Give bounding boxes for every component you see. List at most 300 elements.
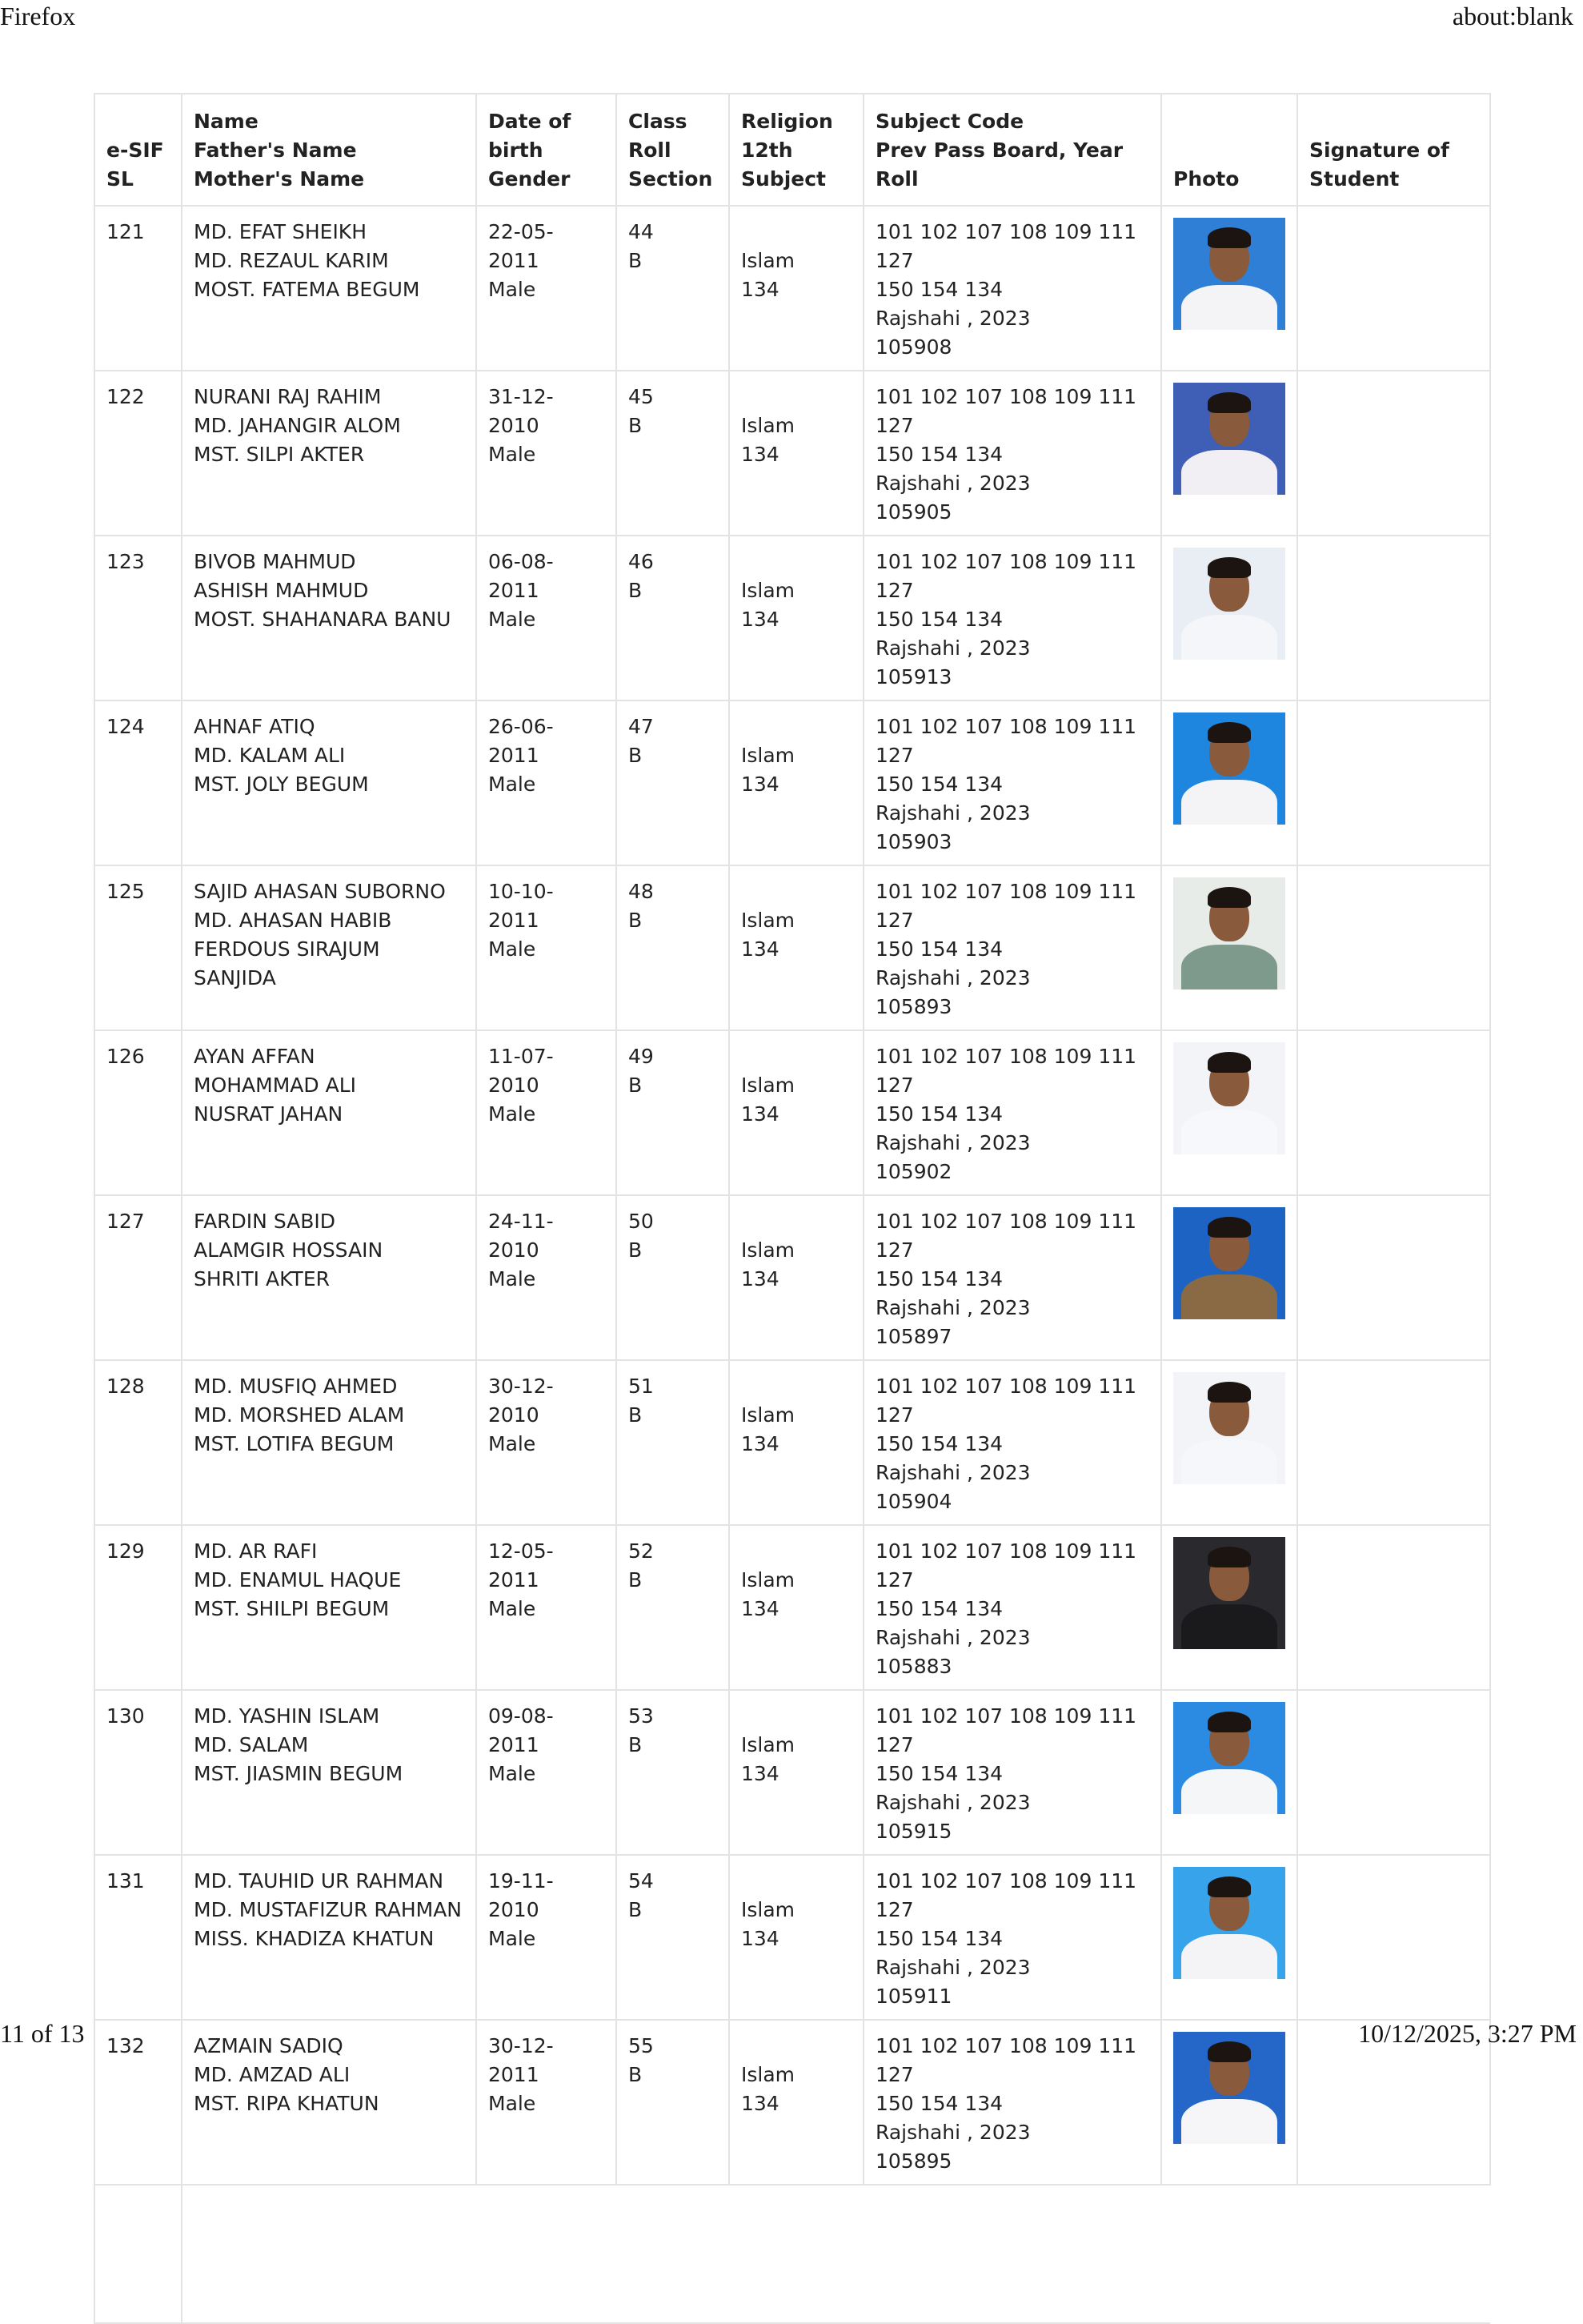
father-name: MOHAMMAD ALI bbox=[194, 1074, 356, 1097]
father-name: MD. AHASAN HABIB bbox=[194, 909, 392, 932]
cell-sl: 123 bbox=[94, 536, 182, 700]
religion: Islam bbox=[741, 1898, 796, 1921]
header-subject-code: Subject Code Prev Pass Board, Year Roll bbox=[864, 94, 1161, 206]
date-of-birth: 12-05-2011 bbox=[488, 1539, 554, 1591]
student-name: MD. EFAT SHEIKH bbox=[194, 220, 367, 243]
cell-sl: 129 bbox=[94, 1525, 182, 1690]
subject-codes-line2: 150 154 134 bbox=[876, 1597, 1004, 1620]
photo-hair bbox=[1208, 1712, 1251, 1732]
student-name: AZMAIN SADIQ bbox=[194, 2034, 343, 2057]
student-name: NURANI RAJ RAHIM bbox=[194, 385, 382, 408]
class-roll: 49 bbox=[628, 1045, 654, 1068]
prev-board-year: Rajshahi , 2023 bbox=[876, 2121, 1031, 2144]
photo-hair bbox=[1208, 392, 1251, 413]
subject-codes-line1: 101 102 107 108 109 111 127 bbox=[876, 385, 1137, 437]
prev-board-year: Rajshahi , 2023 bbox=[876, 1296, 1031, 1319]
cell-signature bbox=[1297, 1030, 1490, 1195]
photo-shirt bbox=[1181, 1439, 1277, 1484]
cell-photo bbox=[1161, 206, 1297, 371]
gender: Male bbox=[488, 1432, 536, 1455]
subject-codes-line1: 101 102 107 108 109 111 127 bbox=[876, 715, 1137, 767]
photo-shirt bbox=[1181, 945, 1277, 989]
student-photo bbox=[1173, 1372, 1285, 1484]
cell-roll-section bbox=[616, 371, 729, 536]
prev-roll: 105903 bbox=[876, 830, 952, 853]
father-name: ASHISH MAHMUD bbox=[194, 579, 369, 602]
section: B bbox=[628, 249, 643, 272]
father-name: ALAMGIR HOSSAIN bbox=[194, 1238, 383, 1262]
section: B bbox=[628, 1238, 643, 1262]
cell-religion bbox=[729, 1195, 864, 1360]
prev-board-year: Rajshahi , 2023 bbox=[876, 1131, 1031, 1154]
prev-board-year: Rajshahi , 2023 bbox=[876, 472, 1031, 495]
photo-hair bbox=[1208, 227, 1251, 248]
cell-subject-codes bbox=[864, 1525, 1161, 1690]
subject-12th: 134 bbox=[741, 1927, 779, 1950]
cell-names bbox=[182, 1195, 476, 1360]
subject-12th: 134 bbox=[741, 937, 779, 961]
cell-dob-gender bbox=[476, 206, 616, 371]
mother-name: MST. SILPI AKTER bbox=[194, 443, 365, 466]
cell-signature bbox=[1297, 1525, 1490, 1690]
cell-dob-gender bbox=[476, 1690, 616, 1855]
subject-codes-line1: 101 102 107 108 109 111 127 bbox=[876, 2034, 1137, 2086]
cell-religion bbox=[729, 2020, 864, 2185]
photo-shirt bbox=[1181, 285, 1277, 330]
cell-roll-section bbox=[616, 700, 729, 865]
student-photo bbox=[1173, 877, 1285, 989]
section: B bbox=[628, 744, 643, 767]
class-roll: 53 bbox=[628, 1704, 654, 1728]
header-religion: Religion 12th Subject bbox=[729, 94, 864, 206]
father-name: MD. REZAUL KARIM bbox=[194, 249, 389, 272]
photo-hair bbox=[1208, 1217, 1251, 1238]
cell-subject-codes bbox=[864, 865, 1161, 1030]
student-photo bbox=[1173, 383, 1285, 495]
cell-religion bbox=[729, 1360, 864, 1525]
gender: Male bbox=[488, 1927, 536, 1950]
cell-religion bbox=[729, 536, 864, 700]
cell-photo bbox=[1161, 536, 1297, 700]
subject-12th: 134 bbox=[741, 1597, 779, 1620]
religion: Islam bbox=[741, 1238, 796, 1262]
cell-signature bbox=[1297, 1360, 1490, 1525]
cell-signature bbox=[1297, 1195, 1490, 1360]
cell-signature bbox=[1297, 865, 1490, 1030]
gender: Male bbox=[488, 608, 536, 631]
subject-12th: 134 bbox=[741, 1102, 779, 1126]
religion: Islam bbox=[741, 249, 796, 272]
header-dob: Date of birth Gender bbox=[476, 94, 616, 206]
student-photo bbox=[1173, 218, 1285, 330]
subject-codes-line2: 150 154 134 bbox=[876, 608, 1004, 631]
subject-codes-line1: 101 102 107 108 109 111 127 bbox=[876, 550, 1137, 602]
cell-photo bbox=[1161, 1360, 1297, 1525]
section: B bbox=[628, 1898, 643, 1921]
cell-dob-gender bbox=[476, 2020, 616, 2185]
prev-board-year: Rajshahi , 2023 bbox=[876, 801, 1031, 825]
cell-sl: 126 bbox=[94, 1030, 182, 1195]
cell-sl: 132 bbox=[94, 2020, 182, 2185]
religion: Islam bbox=[741, 744, 796, 767]
subject-codes-line1: 101 102 107 108 109 111 127 bbox=[876, 1869, 1137, 1921]
section: B bbox=[628, 1733, 643, 1756]
class-roll: 48 bbox=[628, 880, 654, 903]
father-name: MD. JAHANGIR ALOM bbox=[194, 414, 401, 437]
cell-sl: 121 bbox=[94, 206, 182, 371]
cell-names bbox=[182, 2020, 476, 2185]
date-of-birth: 30-12-2011 bbox=[488, 2034, 554, 2086]
class-roll: 54 bbox=[628, 1869, 654, 1893]
cell-sl: 127 bbox=[94, 1195, 182, 1360]
photo-hair bbox=[1208, 722, 1251, 743]
browser-url: about:blank bbox=[1452, 2, 1573, 30]
class-roll: 47 bbox=[628, 715, 654, 738]
subject-12th: 134 bbox=[741, 773, 779, 796]
cell-dob-gender bbox=[476, 1360, 616, 1525]
section: B bbox=[628, 1403, 643, 1427]
cell-names bbox=[182, 536, 476, 700]
date-of-birth: 31-12-2010 bbox=[488, 385, 554, 437]
cell-religion bbox=[729, 865, 864, 1030]
cell-names bbox=[182, 1030, 476, 1195]
cell-subject-codes bbox=[864, 1855, 1161, 2020]
header-photo: Photo bbox=[1161, 94, 1297, 206]
cell-religion bbox=[729, 1855, 864, 2020]
subject-12th: 134 bbox=[741, 2092, 779, 2115]
cell-religion bbox=[729, 206, 864, 371]
cell-dob-gender bbox=[476, 536, 616, 700]
header-name: Name Father's Name Mother's Name bbox=[182, 94, 476, 206]
subject-codes-line2: 150 154 134 bbox=[876, 1927, 1004, 1950]
cell-signature bbox=[1297, 1690, 1490, 1855]
table-row bbox=[94, 1195, 1490, 1360]
father-name: MD. KALAM ALI bbox=[194, 744, 346, 767]
section: B bbox=[628, 2063, 643, 2086]
prev-roll: 105915 bbox=[876, 1820, 952, 1843]
header-class: Class Roll Section bbox=[616, 94, 729, 206]
student-photo bbox=[1173, 548, 1285, 660]
date-of-birth: 06-08-2011 bbox=[488, 550, 554, 602]
photo-shirt bbox=[1181, 450, 1277, 495]
cell-dob-gender bbox=[476, 1030, 616, 1195]
table-row bbox=[94, 865, 1490, 1030]
photo-hair bbox=[1208, 1547, 1251, 1567]
cell-religion bbox=[729, 1690, 864, 1855]
father-name: MD. ENAMUL HAQUE bbox=[194, 1568, 402, 1591]
student-photo bbox=[1173, 1537, 1285, 1649]
cell-photo bbox=[1161, 865, 1297, 1030]
cell-roll-section bbox=[616, 1360, 729, 1525]
cell-roll-section bbox=[616, 1195, 729, 1360]
mother-name: MOST. FATEMA BEGUM bbox=[194, 278, 420, 301]
prev-roll: 105883 bbox=[876, 1655, 952, 1678]
father-name: MD. AMZAD ALI bbox=[194, 2063, 351, 2086]
cell-subject-codes bbox=[864, 1195, 1161, 1360]
gender: Male bbox=[488, 1267, 536, 1290]
section: B bbox=[628, 414, 643, 437]
cell-sl: 124 bbox=[94, 700, 182, 865]
table-row bbox=[94, 1855, 1490, 2020]
cell-dob-gender bbox=[476, 700, 616, 865]
mother-name: MST. JIASMIN BEGUM bbox=[194, 1762, 403, 1785]
prev-roll: 105893 bbox=[876, 995, 952, 1018]
cell-subject-codes bbox=[864, 700, 1161, 865]
cell-roll-section bbox=[616, 1855, 729, 2020]
gender: Male bbox=[488, 2092, 536, 2115]
gender: Male bbox=[488, 1597, 536, 1620]
class-roll: 44 bbox=[628, 220, 654, 243]
class-roll: 52 bbox=[628, 1539, 654, 1563]
table-row bbox=[94, 700, 1490, 865]
table-row bbox=[94, 536, 1490, 700]
cell-names bbox=[182, 371, 476, 536]
cell-sl: 128 bbox=[94, 1360, 182, 1525]
date-of-birth: 24-11-2010 bbox=[488, 1210, 554, 1262]
cell-dob-gender bbox=[476, 371, 616, 536]
cell-roll-section bbox=[616, 206, 729, 371]
cell-names bbox=[182, 700, 476, 865]
father-name: MD. SALAM bbox=[194, 1733, 309, 1756]
prev-roll: 105895 bbox=[876, 2149, 952, 2173]
subject-codes-line1: 101 102 107 108 109 111 127 bbox=[876, 1375, 1137, 1427]
cell-subject-codes bbox=[864, 2020, 1161, 2185]
cell-signature bbox=[1297, 536, 1490, 700]
table-row bbox=[94, 371, 1490, 536]
prev-board-year: Rajshahi , 2023 bbox=[876, 307, 1031, 330]
cell-photo bbox=[1161, 700, 1297, 865]
student-photo bbox=[1173, 712, 1285, 825]
subject-12th: 134 bbox=[741, 1432, 779, 1455]
prev-board-year: Rajshahi , 2023 bbox=[876, 1791, 1031, 1814]
student-roster-table bbox=[94, 93, 1491, 2324]
subject-codes-line2: 150 154 134 bbox=[876, 773, 1004, 796]
student-photo bbox=[1173, 1207, 1285, 1319]
date-of-birth: 11-07-2010 bbox=[488, 1045, 554, 1097]
cell-names bbox=[182, 1525, 476, 1690]
mother-name: NUSRAT JAHAN bbox=[194, 1102, 343, 1126]
subject-codes-line2: 150 154 134 bbox=[876, 1267, 1004, 1290]
photo-hair bbox=[1208, 1382, 1251, 1403]
page-counter: 11 of 13 bbox=[0, 2019, 85, 2048]
gender: Male bbox=[488, 1762, 536, 1785]
mother-name: FERDOUS SIRAJUM SANJIDA bbox=[194, 937, 380, 989]
cell-dob-gender bbox=[476, 1195, 616, 1360]
mother-name: SHRITI AKTER bbox=[194, 1267, 330, 1290]
religion: Islam bbox=[741, 1074, 796, 1097]
cell-names bbox=[182, 1855, 476, 2020]
prev-roll: 105902 bbox=[876, 1160, 952, 1183]
cell-roll-section bbox=[616, 865, 729, 1030]
cell-subject-codes bbox=[864, 536, 1161, 700]
mother-name: MST. RIPA KHATUN bbox=[194, 2092, 379, 2115]
cell-sl: 130 bbox=[94, 1690, 182, 1855]
cell-religion bbox=[729, 371, 864, 536]
class-roll: 46 bbox=[628, 550, 654, 573]
cell-signature bbox=[1297, 371, 1490, 536]
subject-codes-line2: 150 154 134 bbox=[876, 2092, 1004, 2115]
cell-sl: 122 bbox=[94, 371, 182, 536]
cell-signature bbox=[1297, 206, 1490, 371]
mother-name: MST. SHILPI BEGUM bbox=[194, 1597, 390, 1620]
father-name: MD. MORSHED ALAM bbox=[194, 1403, 405, 1427]
class-roll: 51 bbox=[628, 1375, 654, 1398]
cell-names bbox=[182, 865, 476, 1030]
prev-board-year: Rajshahi , 2023 bbox=[876, 966, 1031, 989]
photo-shirt bbox=[1181, 1110, 1277, 1154]
subject-codes-line2: 150 154 134 bbox=[876, 443, 1004, 466]
subject-codes-line2: 150 154 134 bbox=[876, 937, 1004, 961]
cell-photo bbox=[1161, 1195, 1297, 1360]
student-name: MD. TAUHID UR RAHMAN bbox=[194, 1869, 444, 1893]
cell-dob-gender bbox=[476, 1525, 616, 1690]
subject-codes-line1: 101 102 107 108 109 111 127 bbox=[876, 1045, 1137, 1097]
section: B bbox=[628, 1074, 643, 1097]
subject-codes-line1: 101 102 107 108 109 111 127 bbox=[876, 1539, 1137, 1591]
photo-shirt bbox=[1181, 1274, 1277, 1319]
header-sl: e-SIF SL bbox=[94, 94, 182, 206]
mother-name: MOST. SHAHANARA BANU bbox=[194, 608, 451, 631]
date-of-birth: 22-05-2011 bbox=[488, 220, 554, 272]
print-timestamp: 10/12/2025, 3:27 PM bbox=[1358, 2019, 1577, 2048]
student-name: BIVOB MAHMUD bbox=[194, 550, 356, 573]
gender: Male bbox=[488, 278, 536, 301]
table-row bbox=[94, 1030, 1490, 1195]
cell-photo bbox=[1161, 1690, 1297, 1855]
subject-codes-line2: 150 154 134 bbox=[876, 1762, 1004, 1785]
cell-names bbox=[182, 1690, 476, 1855]
subject-codes-line2: 150 154 134 bbox=[876, 278, 1004, 301]
class-roll: 55 bbox=[628, 2034, 654, 2057]
father-name: MD. MUSTAFIZUR RAHMAN bbox=[194, 1898, 463, 1921]
cell-photo bbox=[1161, 1525, 1297, 1690]
cell-dob-gender bbox=[476, 865, 616, 1030]
mother-name: MST. JOLY BEGUM bbox=[194, 773, 369, 796]
date-of-birth: 10-10-2011 bbox=[488, 880, 554, 932]
subject-12th: 134 bbox=[741, 1762, 779, 1785]
religion: Islam bbox=[741, 1568, 796, 1591]
subject-codes-line1: 101 102 107 108 109 111 127 bbox=[876, 1704, 1137, 1756]
subject-codes-line2: 150 154 134 bbox=[876, 1432, 1004, 1455]
table-header-row bbox=[94, 94, 1490, 206]
cell-subject-codes bbox=[864, 371, 1161, 536]
cell-sl: 125 bbox=[94, 865, 182, 1030]
subject-codes-line1: 101 102 107 108 109 111 127 bbox=[876, 220, 1137, 272]
gender: Male bbox=[488, 1102, 536, 1126]
cell-subject-codes bbox=[864, 1360, 1161, 1525]
table-row bbox=[94, 1525, 1490, 1690]
cell-names bbox=[182, 206, 476, 371]
subject-codes-line1: 101 102 107 108 109 111 127 bbox=[876, 880, 1137, 932]
photo-hair bbox=[1208, 1876, 1251, 1897]
subject-12th: 134 bbox=[741, 608, 779, 631]
section: B bbox=[628, 579, 643, 602]
religion: Islam bbox=[741, 1733, 796, 1756]
religion: Islam bbox=[741, 909, 796, 932]
date-of-birth: 09-08-2011 bbox=[488, 1704, 554, 1756]
student-name: MD. YASHIN ISLAM bbox=[194, 1704, 380, 1728]
religion: Islam bbox=[741, 1403, 796, 1427]
browser-title: Firefox bbox=[0, 2, 76, 30]
subject-12th: 134 bbox=[741, 443, 779, 466]
student-name: AHNAF ATIQ bbox=[194, 715, 315, 738]
photo-shirt bbox=[1181, 1769, 1277, 1814]
date-of-birth: 26-06-2011 bbox=[488, 715, 554, 767]
prev-board-year: Rajshahi , 2023 bbox=[876, 636, 1031, 660]
prev-roll: 105913 bbox=[876, 665, 952, 688]
table-row bbox=[94, 2020, 1490, 2185]
prev-roll: 105904 bbox=[876, 1490, 952, 1513]
date-of-birth: 30-12-2010 bbox=[488, 1375, 554, 1427]
cell-signature bbox=[1297, 1855, 1490, 2020]
cell-photo bbox=[1161, 1030, 1297, 1195]
gender: Male bbox=[488, 773, 536, 796]
cell-roll-section bbox=[616, 2020, 729, 2185]
cell-dob-gender bbox=[476, 1855, 616, 2020]
table-row bbox=[94, 206, 1490, 371]
prev-roll: 105905 bbox=[876, 500, 952, 524]
cell-names bbox=[182, 1360, 476, 1525]
student-name: MD. AR RAFI bbox=[194, 1539, 318, 1563]
student-photo bbox=[1173, 1867, 1285, 1979]
cell-roll-section bbox=[616, 1525, 729, 1690]
cell-religion bbox=[729, 1030, 864, 1195]
cell-photo bbox=[1161, 2020, 1297, 2185]
cell-subject-codes bbox=[864, 1690, 1161, 1855]
mother-name: MST. LOTIFA BEGUM bbox=[194, 1432, 395, 1455]
student-photo bbox=[1173, 1042, 1285, 1154]
photo-shirt bbox=[1181, 780, 1277, 825]
student-photo bbox=[1173, 2032, 1285, 2144]
table-trailing-space bbox=[94, 2185, 1490, 2323]
photo-hair bbox=[1208, 557, 1251, 578]
cell-photo bbox=[1161, 371, 1297, 536]
cell-roll-section bbox=[616, 536, 729, 700]
prev-board-year: Rajshahi , 2023 bbox=[876, 1956, 1031, 1979]
date-of-birth: 19-11-2010 bbox=[488, 1869, 554, 1921]
class-roll: 45 bbox=[628, 385, 654, 408]
prev-roll: 105897 bbox=[876, 1325, 952, 1348]
photo-hair bbox=[1208, 887, 1251, 908]
class-roll: 50 bbox=[628, 1210, 654, 1233]
prev-roll: 105908 bbox=[876, 335, 952, 359]
student-name: AYAN AFFAN bbox=[194, 1045, 315, 1068]
cell-signature bbox=[1297, 700, 1490, 865]
cell-subject-codes bbox=[864, 206, 1161, 371]
prev-board-year: Rajshahi , 2023 bbox=[876, 1461, 1031, 1484]
prev-board-year: Rajshahi , 2023 bbox=[876, 1626, 1031, 1649]
photo-shirt bbox=[1181, 615, 1277, 660]
mother-name: MISS. KHADIZA KHATUN bbox=[194, 1927, 435, 1950]
cell-roll-section bbox=[616, 1690, 729, 1855]
religion: Islam bbox=[741, 579, 796, 602]
cell-religion bbox=[729, 700, 864, 865]
table-row bbox=[94, 1360, 1490, 1525]
table-row bbox=[94, 1690, 1490, 1855]
student-name: SAJID AHASAN SUBORNO bbox=[194, 880, 446, 903]
cell-subject-codes bbox=[864, 1030, 1161, 1195]
header-signature: Signature of Student bbox=[1297, 94, 1490, 206]
cell-sl: 131 bbox=[94, 1855, 182, 2020]
gender: Male bbox=[488, 937, 536, 961]
photo-hair bbox=[1208, 1052, 1251, 1073]
subject-12th: 134 bbox=[741, 278, 779, 301]
cell-roll-section bbox=[616, 1030, 729, 1195]
photo-hair bbox=[1208, 2041, 1251, 2062]
subject-codes-line1: 101 102 107 108 109 111 127 bbox=[876, 1210, 1137, 1262]
subject-12th: 134 bbox=[741, 1267, 779, 1290]
cell-religion bbox=[729, 1525, 864, 1690]
